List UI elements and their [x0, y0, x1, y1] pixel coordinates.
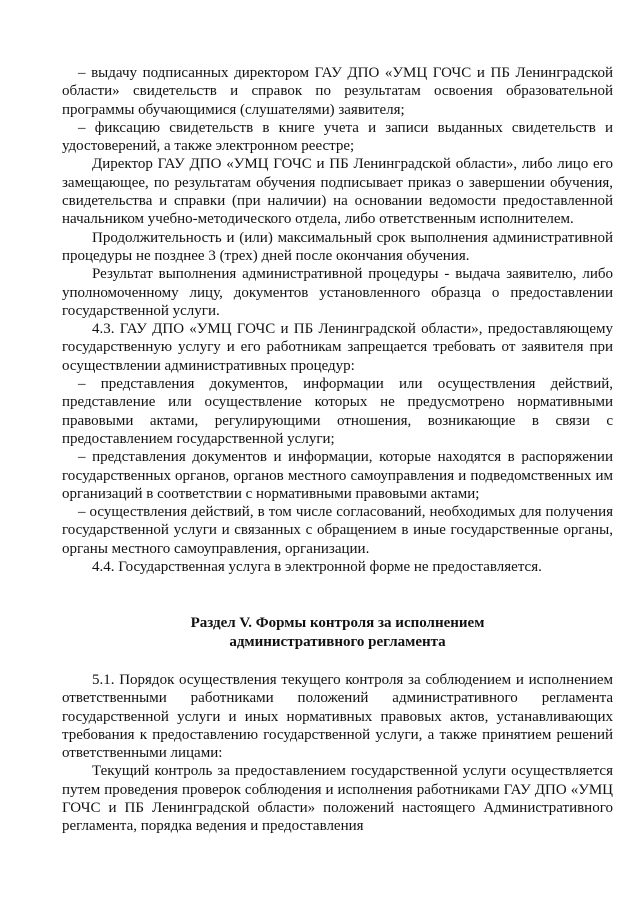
section-heading-line-1: Раздел V. Формы контроля за исполнением — [190, 615, 485, 632]
paragraph-5-1: 5.1. Порядок осуществления текущего контроля за соблюдением и исполнением ответственными работниками положений административного регламента государственной услуги и иных нормативных правовых актов, устанавливающих требования к предоставлению государственной услуги, а также принятием решений ответственными лицами: — [62, 671, 613, 762]
paragraph-current-control: Текущий контроль за предоставлением государственной услуги осуществляется путем проведения проверок соблюдения и исполнения работниками ГАУ ДПО «УМЦ ГОЧС и ПБ Ленинградской области» положений настоящего Административного регламента, порядка ведения и предоставления — [62, 763, 613, 835]
paragraph-4-4: 4.4. Государственная услуга в электронной форме не предоставляется. — [92, 559, 542, 576]
paragraph-4-3: 4.3. ГАУ ДПО «УМЦ ГОЧС и ПБ Ленинградской области», предоставляющему государственную услугу и его работникам запрещается требовать от заявителя при осуществлении административных процедур: — [62, 321, 613, 374]
paragraph-director-order: Директор ГАУ ДПО «УМЦ ГОЧС и ПБ Ленинградской области», либо лицо его замещающее, по результатам обучения подписывает приказ о завершении обучения, свидетельства и справки (при наличии) на основании ведомости предоставленной начальником учебно-методического отдела, либо ответственным исполнителем. — [62, 156, 613, 228]
paragraph-issue-certificates: – выдачу подписанных директором ГАУ ДПО «УМЦ ГОЧС и ПБ Ленинградской области» свидетельств и справок по результатам освоения образовательной программы обучающимися (слушателями) заявителя; — [62, 65, 613, 118]
paragraph-prohibition-1: – представления документов, информации или осуществления действий, представление или осуществление которых не предусмотрено нормативными правовыми актами, регулирующими отношения, возникающие в связи с предоставлением государственной услуги; — [62, 376, 613, 447]
paragraph-record-certificates: – фиксацию свидетельств в книге учета и записи выданных свидетельств и удостоверений, а также электронном реестре; — [62, 119, 613, 155]
paragraph-result: Результат выполнения административной процедуры - выдача заявителю, либо уполномоченному лицу, документов установленного образца о предоставлении государственной услуги. — [62, 266, 613, 319]
paragraph-prohibition-2: – представления документов и информации, которые находятся в распоряжении государственных органов, органов местного самоуправления и подведомственных им организаций в соответствии с нормативными правовыми актами; — [62, 449, 613, 502]
document-page — [62, 64, 613, 836]
section-heading-line-2: административного регламента — [229, 633, 446, 650]
paragraph-prohibition-3: – осуществления действий, в том числе согласований, необходимых для получения государственной услуги и связанных с обращением в иные государственные органы, органы местного самоуправления, организации. — [62, 504, 613, 557]
paragraph-duration: Продолжительность и (или) максимальный срок выполнения административной процедуры не позднее 3 (трех) дней после окончания обучения. — [62, 229, 613, 264]
